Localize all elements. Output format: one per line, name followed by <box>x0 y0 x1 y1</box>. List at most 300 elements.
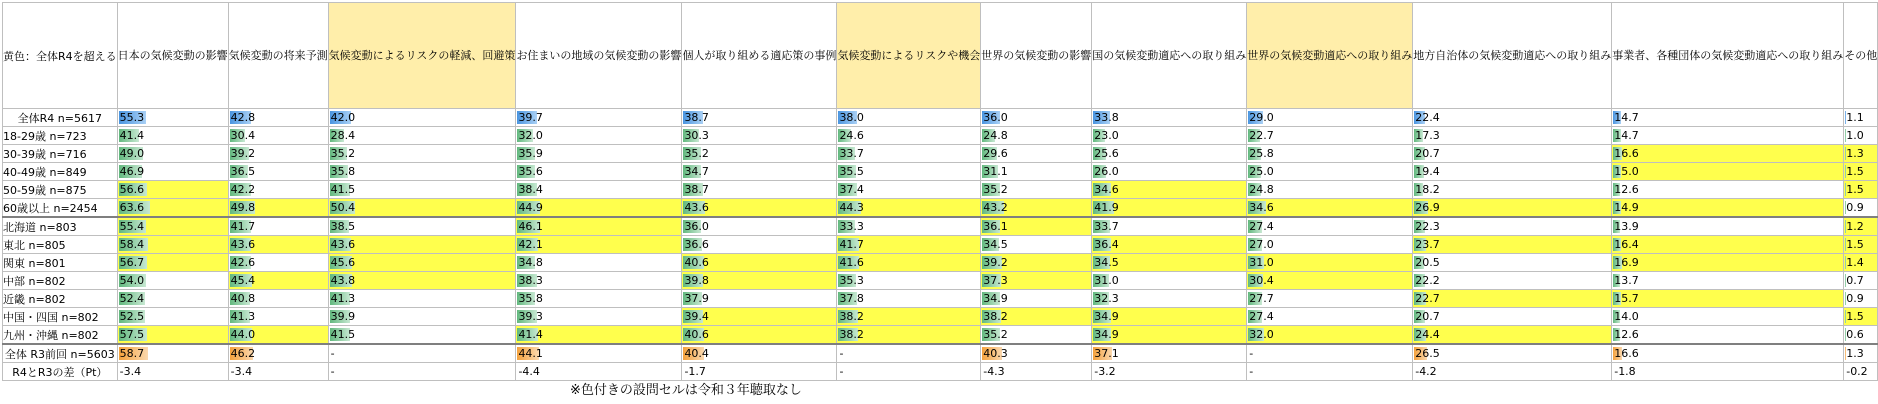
data-cell <box>228 363 328 381</box>
data-cell <box>1844 308 1878 326</box>
cell-value: 36.6 <box>684 238 709 251</box>
column-header: 気候変動の将来予測 <box>228 3 328 109</box>
column-header: 気候変動によるリスクや機会 <box>837 3 981 109</box>
cell-value: 15.7 <box>1614 292 1639 305</box>
data-cell <box>682 326 837 345</box>
data-cell <box>981 163 1092 181</box>
cell-value: 41.4 <box>119 129 145 142</box>
cell-value: 37.1 <box>1094 347 1119 360</box>
cell-value: 46.2 <box>230 347 256 360</box>
data-cell <box>1612 272 1844 290</box>
table-row <box>3 290 1878 308</box>
cell-value: 0.7 <box>1846 274 1864 287</box>
cell-value: 36.0 <box>983 111 1008 124</box>
table-row <box>3 308 1878 326</box>
cell-value: 39.2 <box>230 147 256 160</box>
cell-value: -4.2 <box>1415 365 1437 378</box>
data-cell <box>1844 272 1878 290</box>
data-cell <box>837 217 981 236</box>
cell-value: 42.8 <box>230 111 256 124</box>
table-row <box>3 236 1878 254</box>
cell-value: 49.0 <box>119 147 145 160</box>
row-label: 30-39歳 n=716 <box>3 145 118 163</box>
cell-value: 33.3 <box>839 220 864 233</box>
cell-value: 20.7 <box>1415 147 1440 160</box>
data-cell <box>1413 308 1612 326</box>
data-cell <box>981 272 1092 290</box>
data-cell <box>981 127 1092 145</box>
column-header: 日本の気候変動の影響 <box>117 3 228 109</box>
cell-value: 23.7 <box>1415 238 1440 251</box>
cell-value: 14.0 <box>1614 310 1639 323</box>
data-cell <box>1413 199 1612 218</box>
cell-value: 1.3 <box>1846 347 1864 360</box>
column-header: 世界の気候変動適応への取り組み <box>1247 3 1413 109</box>
data-cell <box>1092 109 1247 127</box>
data-cell <box>328 254 516 272</box>
cell-value: 24.4 <box>1415 328 1440 341</box>
data-cell <box>1844 290 1878 308</box>
cell-value: 1.1 <box>1846 111 1864 124</box>
cell-value: -3.4 <box>230 365 253 378</box>
legend-label: 黄色：全体R4を超える <box>3 3 118 109</box>
data-cell <box>1612 363 1844 381</box>
row-label: 50-59歳 n=875 <box>3 181 118 199</box>
cell-value: 44.9 <box>518 201 543 214</box>
footnote: ※色付きの設問セルは令和３年聴取なし <box>570 383 802 398</box>
row-label: 中国・四国 n=802 <box>3 308 118 326</box>
data-cell <box>1247 272 1413 290</box>
cell-value: 12.6 <box>1614 328 1639 341</box>
data-cell <box>682 163 837 181</box>
cell-value: - <box>330 365 335 378</box>
cell-value: 49.8 <box>230 201 256 214</box>
cell-value: 35.6 <box>518 165 543 178</box>
cell-value: 0.9 <box>1846 201 1864 214</box>
data-cell <box>981 217 1092 236</box>
data-cell <box>1247 181 1413 199</box>
column-header: 事業者、各種団体の気候変動適応への取り組み <box>1612 3 1844 109</box>
data-cell <box>117 217 228 236</box>
cell-value: 37.9 <box>684 292 709 305</box>
data-cell <box>981 181 1092 199</box>
cell-value: 42.2 <box>230 183 256 196</box>
data-cell <box>837 163 981 181</box>
data-cell <box>1612 326 1844 345</box>
data-cell <box>981 308 1092 326</box>
data-cell <box>682 199 837 218</box>
cell-value: 43.6 <box>330 238 356 251</box>
cell-value: 34.6 <box>1094 183 1119 196</box>
cell-value: 22.2 <box>1415 274 1440 287</box>
data-cell <box>1413 344 1612 363</box>
data-cell <box>1612 109 1844 127</box>
results-table <box>2 2 1878 381</box>
cell-value: 45.6 <box>330 256 356 269</box>
data-cell <box>228 254 328 272</box>
data-cell <box>1612 163 1844 181</box>
cell-value: 25.0 <box>1249 165 1274 178</box>
data-cell <box>516 236 682 254</box>
column-header: 気候変動によるリスクの軽減、回避策 <box>328 3 516 109</box>
column-header: 国の気候変動適応への取り組み <box>1092 3 1247 109</box>
data-cell <box>981 344 1092 363</box>
cell-value: 46.1 <box>518 220 543 233</box>
cell-value: 13.7 <box>1614 274 1639 287</box>
data-cell <box>117 272 228 290</box>
data-cell <box>516 163 682 181</box>
data-cell <box>1247 217 1413 236</box>
column-header: お住まいの地域の気候変動の影響 <box>516 3 682 109</box>
data-cell <box>682 145 837 163</box>
data-cell <box>516 254 682 272</box>
cell-value: 1.5 <box>1846 238 1864 251</box>
data-cell <box>228 109 328 127</box>
cell-value: 41.3 <box>330 292 356 305</box>
cell-value: 42.6 <box>230 256 256 269</box>
data-cell <box>228 217 328 236</box>
data-cell <box>1247 127 1413 145</box>
row-label: 全体R4 n=5617 <box>3 109 118 127</box>
cell-value: -0.2 <box>1846 365 1868 378</box>
table-row <box>3 363 1878 381</box>
cell-value: 35.2 <box>983 183 1008 196</box>
cell-value: 39.2 <box>983 256 1008 269</box>
cell-value: 34.7 <box>684 165 709 178</box>
cell-value: 22.3 <box>1415 220 1440 233</box>
data-cell <box>1844 236 1878 254</box>
table-row <box>3 181 1878 199</box>
data-cell <box>516 363 682 381</box>
data-cell <box>1844 145 1878 163</box>
cell-value: 35.2 <box>983 328 1008 341</box>
cell-value: 1.4 <box>1846 256 1864 269</box>
cell-value: 38.5 <box>330 220 356 233</box>
cell-value: 38.4 <box>518 183 543 196</box>
table-row <box>3 272 1878 290</box>
cell-value: 26.9 <box>1415 201 1440 214</box>
data-cell <box>117 326 228 345</box>
data-cell <box>516 127 682 145</box>
cell-value: 39.8 <box>684 274 709 287</box>
cell-value: 35.9 <box>518 147 543 160</box>
cell-value: 17.3 <box>1415 129 1440 142</box>
data-cell <box>1413 145 1612 163</box>
cell-value: 34.8 <box>518 256 543 269</box>
data-cell <box>1247 326 1413 345</box>
cell-value: 27.0 <box>1249 238 1274 251</box>
data-cell <box>1413 181 1612 199</box>
cell-value: 45.4 <box>230 274 256 287</box>
cell-value: -4.4 <box>518 365 540 378</box>
cell-value: 43.6 <box>684 201 709 214</box>
cell-value: 44.3 <box>839 201 864 214</box>
data-cell <box>682 308 837 326</box>
table-body <box>3 109 1878 381</box>
cell-value: 54.0 <box>119 274 145 287</box>
cell-value: -3.4 <box>119 365 142 378</box>
cell-value: 43.6 <box>230 238 256 251</box>
cell-value: 41.5 <box>330 183 356 196</box>
cell-value: 38.7 <box>684 183 709 196</box>
cell-value: 35.5 <box>839 165 864 178</box>
data-cell <box>837 109 981 127</box>
cell-value: 25.6 <box>1094 147 1119 160</box>
data-cell <box>328 363 516 381</box>
data-cell <box>1844 254 1878 272</box>
cell-value: 16.4 <box>1614 238 1639 251</box>
data-cell <box>1092 236 1247 254</box>
data-cell <box>328 199 516 218</box>
data-cell <box>981 326 1092 345</box>
data-cell <box>328 109 516 127</box>
data-cell <box>117 181 228 199</box>
cell-value: - <box>1249 365 1254 378</box>
data-cell <box>1844 217 1878 236</box>
cell-value: 27.4 <box>1249 220 1274 233</box>
cell-value: 1.5 <box>1846 310 1864 323</box>
data-cell <box>228 344 328 363</box>
data-cell <box>837 326 981 345</box>
data-cell <box>328 326 516 345</box>
cell-value: 29.6 <box>983 147 1008 160</box>
data-cell <box>1612 254 1844 272</box>
row-label: 40-49歳 n=849 <box>3 163 118 181</box>
cell-value: 1.5 <box>1846 165 1864 178</box>
cell-value: 16.9 <box>1614 256 1639 269</box>
data-cell <box>117 290 228 308</box>
data-cell <box>1092 217 1247 236</box>
cell-value: 40.8 <box>230 292 256 305</box>
cell-value: 31.0 <box>1249 256 1274 269</box>
data-cell <box>117 344 228 363</box>
cell-value: 34.9 <box>1094 310 1119 323</box>
cell-value: 34.5 <box>983 238 1008 251</box>
data-cell <box>117 109 228 127</box>
data-cell <box>117 127 228 145</box>
cell-value: 1.5 <box>1846 183 1864 196</box>
cell-value: 34.9 <box>983 292 1008 305</box>
cell-value: 52.5 <box>119 310 145 323</box>
data-cell <box>837 145 981 163</box>
cell-value: 25.8 <box>1249 147 1274 160</box>
column-header: 個人が取り組める適応策の事例 <box>682 3 837 109</box>
data-cell <box>981 109 1092 127</box>
data-cell <box>1092 254 1247 272</box>
data-cell <box>516 326 682 345</box>
data-cell <box>1092 290 1247 308</box>
cell-value: 24.8 <box>1249 183 1274 196</box>
table-row <box>3 326 1878 345</box>
table-row <box>3 344 1878 363</box>
data-cell <box>117 145 228 163</box>
cell-value: 32.0 <box>1249 328 1274 341</box>
cell-value: 37.4 <box>839 183 864 196</box>
data-cell <box>328 290 516 308</box>
cell-value: 40.4 <box>684 347 709 360</box>
cell-value: 12.6 <box>1614 183 1639 196</box>
cell-value: 14.7 <box>1614 111 1639 124</box>
cell-value: 26.5 <box>1415 347 1440 360</box>
table-row <box>3 254 1878 272</box>
data-cell <box>117 199 228 218</box>
column-header: その他 <box>1844 3 1878 109</box>
row-label: R4とR3の差（Pt） <box>3 363 118 381</box>
cell-value: 41.4 <box>518 328 543 341</box>
cell-value: 33.8 <box>1094 111 1119 124</box>
cell-value: 30.3 <box>684 129 709 142</box>
cell-value: 22.7 <box>1249 129 1274 142</box>
cell-value: -4.3 <box>983 365 1005 378</box>
row-label: 北海道 n=803 <box>3 217 118 236</box>
cell-value: 39.9 <box>330 310 356 323</box>
data-cell <box>1413 254 1612 272</box>
data-cell <box>228 236 328 254</box>
data-cell <box>1092 199 1247 218</box>
cell-value: 46.9 <box>119 165 145 178</box>
cell-value: 41.7 <box>230 220 256 233</box>
cell-value: 26.0 <box>1094 165 1119 178</box>
data-cell <box>1413 127 1612 145</box>
cell-value: 22.7 <box>1415 292 1440 305</box>
data-cell <box>1247 236 1413 254</box>
cell-value: 41.3 <box>230 310 256 323</box>
cell-value: 31.1 <box>983 165 1008 178</box>
data-cell <box>1413 363 1612 381</box>
data-cell <box>1612 308 1844 326</box>
data-cell <box>1092 308 1247 326</box>
cell-value: 29.0 <box>1249 111 1274 124</box>
data-cell <box>1247 145 1413 163</box>
cell-value: 38.0 <box>839 111 864 124</box>
data-cell <box>1247 109 1413 127</box>
cell-value: 39.3 <box>518 310 543 323</box>
data-cell <box>1092 344 1247 363</box>
data-cell <box>981 236 1092 254</box>
column-header: 世界の気候変動の影響 <box>981 3 1092 109</box>
cell-value: 34.9 <box>1094 328 1119 341</box>
data-cell <box>1092 326 1247 345</box>
data-cell <box>837 181 981 199</box>
data-cell <box>837 344 981 363</box>
cell-value: 35.3 <box>839 274 864 287</box>
cell-value: 33.7 <box>1094 220 1119 233</box>
data-cell <box>682 290 837 308</box>
cell-value: 56.7 <box>119 256 145 269</box>
data-cell <box>328 217 516 236</box>
cell-value: 34.6 <box>1249 201 1274 214</box>
data-cell <box>117 308 228 326</box>
data-cell <box>1844 344 1878 363</box>
data-cell <box>837 254 981 272</box>
cell-value: 35.8 <box>518 292 543 305</box>
cell-value: 38.2 <box>983 310 1008 323</box>
data-cell <box>228 308 328 326</box>
data-cell <box>981 254 1092 272</box>
data-cell <box>1612 199 1844 218</box>
data-cell <box>682 363 837 381</box>
data-cell <box>516 272 682 290</box>
data-cell <box>117 363 228 381</box>
cell-value: 38.2 <box>839 310 864 323</box>
table-row <box>3 127 1878 145</box>
row-label: 60歳以上 n=2454 <box>3 199 118 218</box>
data-cell <box>837 127 981 145</box>
data-cell <box>1092 127 1247 145</box>
data-cell <box>1247 254 1413 272</box>
data-cell <box>1413 326 1612 345</box>
data-cell <box>682 127 837 145</box>
data-cell <box>981 363 1092 381</box>
cell-value: 27.4 <box>1249 310 1274 323</box>
data-cell <box>328 127 516 145</box>
cell-value: 40.6 <box>684 256 709 269</box>
table-row <box>3 145 1878 163</box>
data-cell <box>1844 326 1878 345</box>
data-cell <box>837 363 981 381</box>
cell-value: 42.0 <box>330 111 356 124</box>
data-cell <box>1612 236 1844 254</box>
cell-value: 1.3 <box>1846 147 1864 160</box>
cell-value: 35.2 <box>330 147 356 160</box>
data-cell <box>682 344 837 363</box>
cell-value: 16.6 <box>1614 347 1639 360</box>
data-cell <box>328 236 516 254</box>
cell-value: 56.6 <box>119 183 145 196</box>
cell-value: 13.9 <box>1614 220 1639 233</box>
cell-value: 50.4 <box>330 201 356 214</box>
data-cell <box>516 109 682 127</box>
data-cell <box>328 344 516 363</box>
data-cell <box>328 308 516 326</box>
cell-value: 31.0 <box>1094 274 1119 287</box>
data-cell <box>228 127 328 145</box>
data-cell <box>1844 127 1878 145</box>
data-cell <box>1844 363 1878 381</box>
cell-value: 55.4 <box>119 220 145 233</box>
cell-value: 40.6 <box>684 328 709 341</box>
data-cell <box>1247 363 1413 381</box>
cell-value: 18.2 <box>1415 183 1440 196</box>
data-cell <box>837 308 981 326</box>
data-cell <box>1612 127 1844 145</box>
data-cell <box>328 181 516 199</box>
data-cell <box>516 199 682 218</box>
row-label: 中部 n=802 <box>3 272 118 290</box>
data-cell <box>516 217 682 236</box>
data-cell <box>1247 163 1413 181</box>
data-cell <box>1844 199 1878 218</box>
cell-value: 28.4 <box>330 129 356 142</box>
data-cell <box>516 145 682 163</box>
cell-value: 39.4 <box>684 310 709 323</box>
cell-value: 27.7 <box>1249 292 1274 305</box>
cell-value: 16.6 <box>1614 147 1639 160</box>
cell-value: 32.3 <box>1094 292 1119 305</box>
row-label: 18-29歳 n=723 <box>3 127 118 145</box>
data-cell <box>837 290 981 308</box>
cell-value: 38.7 <box>684 111 709 124</box>
data-cell <box>1844 163 1878 181</box>
row-label: 九州・沖縄 n=802 <box>3 326 118 345</box>
cell-value: 30.4 <box>230 129 256 142</box>
data-cell <box>682 181 837 199</box>
data-cell <box>1612 181 1844 199</box>
data-cell <box>1844 181 1878 199</box>
cell-value: 43.2 <box>983 201 1008 214</box>
cell-value: 44.1 <box>518 347 543 360</box>
data-cell <box>228 163 328 181</box>
